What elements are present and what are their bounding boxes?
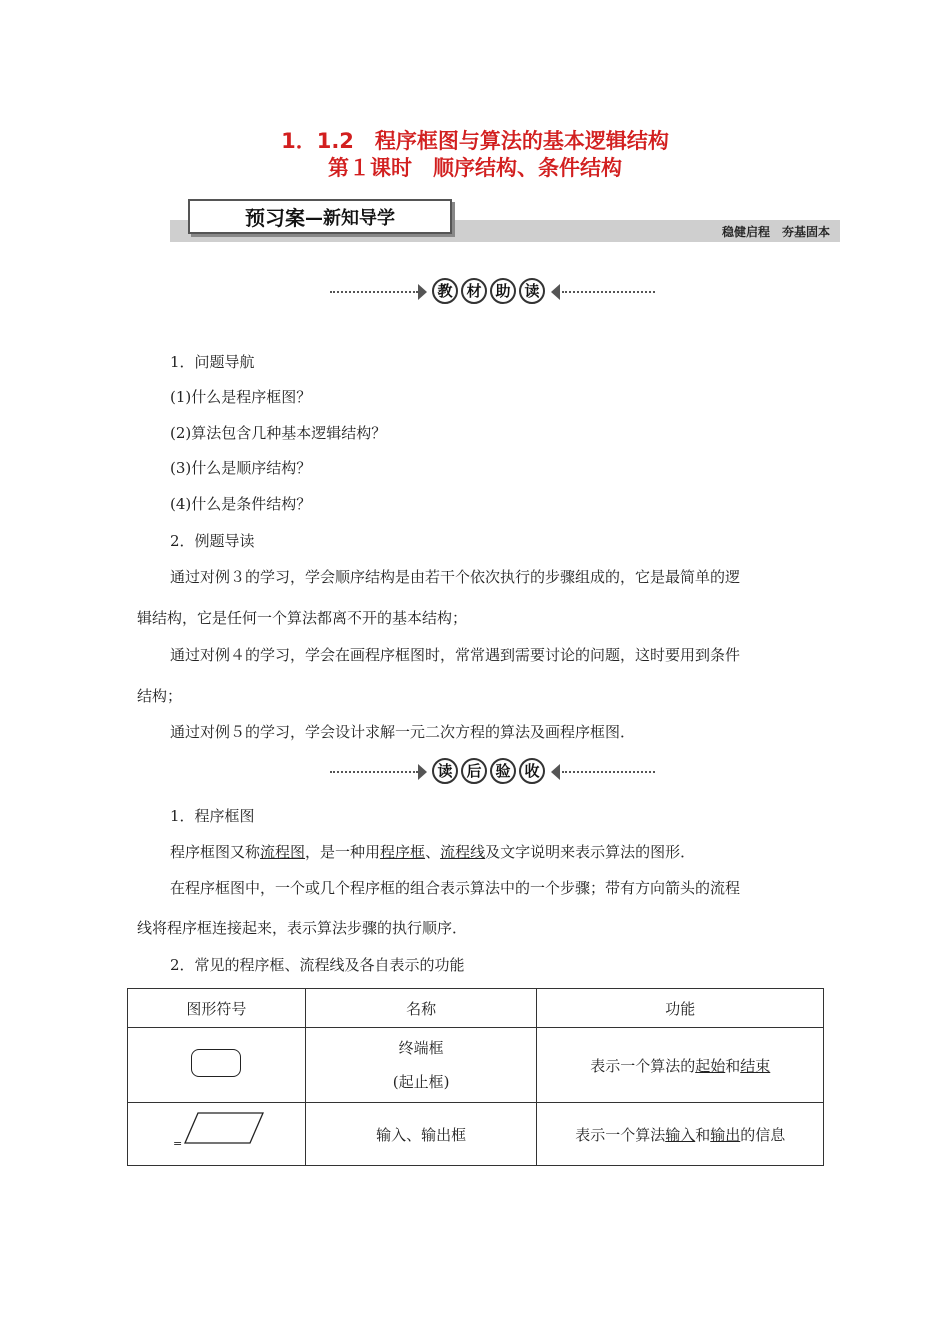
answer-program-box: 程序框 (380, 843, 426, 861)
definition-line (170, 842, 850, 862)
document-title-line1: 1．1.2 程序框图与算法的基本逻辑结构 (281, 129, 669, 153)
question-3: (3)什么是顺序结构？ (170, 459, 312, 477)
answer-flowchart: 流程图 (260, 843, 306, 861)
symbol-cell (128, 1028, 306, 1103)
banner-main-label: 预习案 (245, 206, 305, 230)
answer-end: 结束 (740, 1056, 771, 1075)
heading-program-flowchart: 1．程序框图 (170, 807, 255, 825)
answer-start: 起始 (695, 1056, 726, 1075)
heading-common-boxes: 2．常见的程序框、流程线及各自表示的功能 (170, 956, 465, 974)
input-output-box-icon (184, 1112, 264, 1144)
table-header: 图形符号 (128, 989, 306, 1028)
section-char: 收 (519, 758, 545, 784)
answer-output: 输出 (710, 1125, 741, 1144)
banner-tagline: 稳健启程 夯基固本 (721, 225, 830, 239)
dotted-rule-left (330, 771, 418, 773)
banner-sub-label: —新知导学 (305, 207, 395, 229)
paragraph-flowchart-line1: 在程序框图中，一个或几个程序框的组合表示算法中的一个步骤；带有方向箭头的流程 (170, 879, 741, 897)
symbol-cell (128, 1103, 306, 1166)
dotted-rule-right (562, 771, 655, 773)
question-4: (4)什么是条件结构？ (170, 495, 312, 513)
arrow-right-icon (418, 284, 427, 300)
name-cell (305, 1028, 537, 1103)
section-char: 验 (490, 758, 516, 784)
paragraph-example4-line2: 结构； (137, 687, 183, 705)
answer-flow-line: 流程线 (440, 843, 486, 861)
paragraph-example4-line1: 通过对例４的学习，学会在画程序框图时，常常遇到需要讨论的问题，这时要用到条件 (170, 646, 741, 664)
function-cell (537, 1103, 824, 1166)
function-cell (537, 1028, 824, 1103)
definition-text: 、 (425, 843, 441, 861)
section-header-post-reading-check (330, 758, 655, 786)
name-line: 终端框 (398, 1039, 444, 1057)
flowchart-symbols-table (127, 988, 824, 1166)
section-char: 材 (461, 278, 487, 304)
table-row (128, 1028, 824, 1103)
paragraph-example3-line1: 通过对例３的学习，学会顺序结构是由若干个依次执行的步骤组成的，它是最简单的逻 (170, 568, 741, 586)
answer-input: 输入 (665, 1125, 696, 1144)
section-char: 读 (432, 758, 458, 784)
function-text: 表示一个算法 (575, 1125, 666, 1144)
function-text: 和 (695, 1125, 711, 1144)
document-title-line2: 第１课时 顺序结构、条件结构 (328, 156, 622, 180)
arrow-left-icon (551, 764, 560, 780)
table-header-row (128, 989, 824, 1028)
symbol-mark: = (173, 1137, 183, 1150)
section-char: 读 (519, 278, 545, 304)
paragraph-example5: 通过对例５的学习，学会设计求解一元二次方程的算法及画程序框图． (170, 723, 636, 741)
function-text: 表示一个算法的 (590, 1056, 696, 1075)
function-text: 和 (725, 1056, 741, 1075)
function-text: 的信息 (740, 1125, 786, 1144)
table-header: 功能 (537, 989, 824, 1028)
terminal-box-icon (191, 1049, 241, 1077)
name-cell: 输入、输出框 (305, 1103, 537, 1166)
definition-text: ，是一种用 (305, 843, 381, 861)
arrow-left-icon (551, 284, 560, 300)
section-char: 教 (432, 278, 458, 304)
question-2: (2)算法包含几种基本逻辑结构？ (170, 424, 387, 442)
question-1: (1)什么是程序框图？ (170, 388, 312, 406)
section-char: 助 (490, 278, 516, 304)
section-char: 后 (461, 758, 487, 784)
banner-box (188, 199, 452, 234)
definition-text: 程序框图又称 (170, 843, 261, 861)
paragraph-example3-line2: 辑结构，它是任何一个算法都离不开的基本结构； (137, 609, 468, 627)
heading-example-guide: 2．例题导读 (170, 532, 255, 550)
name-line: (起止框) (392, 1073, 450, 1091)
dotted-rule-right (562, 291, 655, 293)
paragraph-flowchart-line2: 线将程序框连接起来，表示算法步骤的执行顺序． (137, 919, 468, 937)
table-row (128, 1103, 824, 1166)
heading-problem-navigation: 1．问题导航 (170, 353, 255, 371)
table-header: 名称 (305, 989, 537, 1028)
section-header-textbook-reading (330, 278, 655, 306)
definition-text: 及文字说明来表示算法的图形． (485, 843, 696, 861)
arrow-right-icon (418, 764, 427, 780)
dotted-rule-left (330, 291, 418, 293)
